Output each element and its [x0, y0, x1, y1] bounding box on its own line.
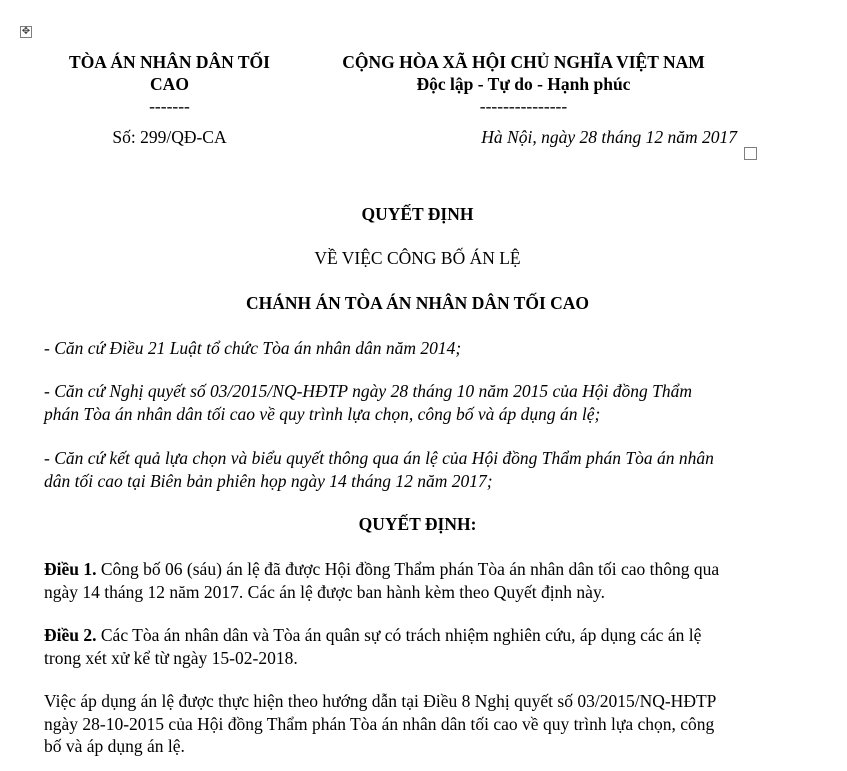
place-date: Hà Nội, ngày 28 tháng 12 năm 2017 — [481, 127, 737, 147]
legal-basis-1-line-1: - Căn cứ Điều 21 Luật tổ chức Tòa án nhân dân năm 2014; — [44, 338, 462, 358]
legal-basis-2 — [44, 380, 785, 425]
legal-basis-3-line-2: dân tối cao tại Biên bản phiên họp ngày 14 tháng 12 năm 2017; — [44, 470, 493, 491]
legal-basis-3 — [44, 447, 785, 492]
article-1-text: Công bố 06 (sáu) án lệ đã được Hội đồng Thẩm phán Tòa án nhân dân tối cao thông qua — [96, 559, 720, 579]
article-1-line-2: ngày 14 tháng 12 năm 2017. Các án lệ được ban hành kèm theo Quyết định này. — [44, 581, 605, 602]
national-header — [300, 51, 747, 117]
article-2-text: Các Tòa án nhân dân và Tòa án quân sự có trách nhiệm nghiên cứu, áp dụng các án lệ — [96, 625, 702, 645]
motto-divider: --------------- — [479, 96, 568, 116]
article-1 — [44, 558, 785, 603]
legal-basis-2-line-2: phán Tòa án nhân dân tối cao về quy trình lựa chọn, công bố và áp dụng án lệ; — [44, 403, 601, 424]
document-subject: VỀ VIỆC CÔNG BỐ ÁN LỆ — [314, 248, 521, 268]
agency-line-1: TÒA ÁN NHÂN DÂN TỐI — [69, 52, 270, 72]
document-type: QUYẾT ĐỊNH — [361, 204, 474, 224]
article-2-line-1 — [44, 624, 785, 647]
table-move-handle-icon[interactable]: ✥ — [21, 26, 31, 37]
decision-heading: QUYẾT ĐỊNH: — [358, 514, 477, 534]
legal-basis-2-line-1: - Căn cứ Nghị quyết số 03/2015/NQ-HĐTP ngày 28 tháng 10 năm 2015 của Hội đồng Thẩm — [44, 381, 692, 401]
closing-line-2: ngày 28-10-2015 của Hội đồng Thẩm phán Tòa án nhân dân tối cao về quy trình lựa chọn, công — [44, 713, 715, 734]
article-2-label: Điều 2. — [44, 625, 97, 645]
closing-line-3: bố và áp dụng án lệ. — [44, 736, 185, 756]
article-1-line-1 — [44, 558, 785, 581]
agency-line-2: CAO — [150, 74, 189, 94]
legal-basis-1 — [44, 337, 785, 360]
document-number: Số: 299/QĐ-CA — [112, 127, 227, 147]
article-2 — [44, 624, 785, 669]
article-1-label: Điều 1. — [44, 559, 97, 579]
national-motto: Độc lập - Tự do - Hạnh phúc — [416, 74, 631, 94]
legal-basis-3-line-1: - Căn cứ kết quả lựa chọn và biểu quyết thông qua án lệ của Hội đồng Thẩm phán Tòa án nhân — [44, 448, 714, 468]
issuing-agency — [48, 51, 291, 117]
article-2-line-2: trong xét xử kể từ ngày 15-02-2018. — [44, 647, 298, 668]
issuer-title: CHÁNH ÁN TÒA ÁN NHÂN DÂN TỐI CAO — [245, 293, 590, 313]
closing-paragraph — [44, 690, 785, 758]
agency-divider: ------- — [149, 96, 190, 116]
closing-line-1: Việc áp dụng án lệ được thực hiện theo hướng dẫn tại Điều 8 Nghị quyết số 03/2015/NQ-HĐTP — [44, 691, 717, 711]
country-name: CỘNG HÒA XÃ HỘI CHỦ NGHĨA VIỆT NAM — [342, 52, 705, 72]
end-cell-marker-icon — [744, 147, 757, 160]
